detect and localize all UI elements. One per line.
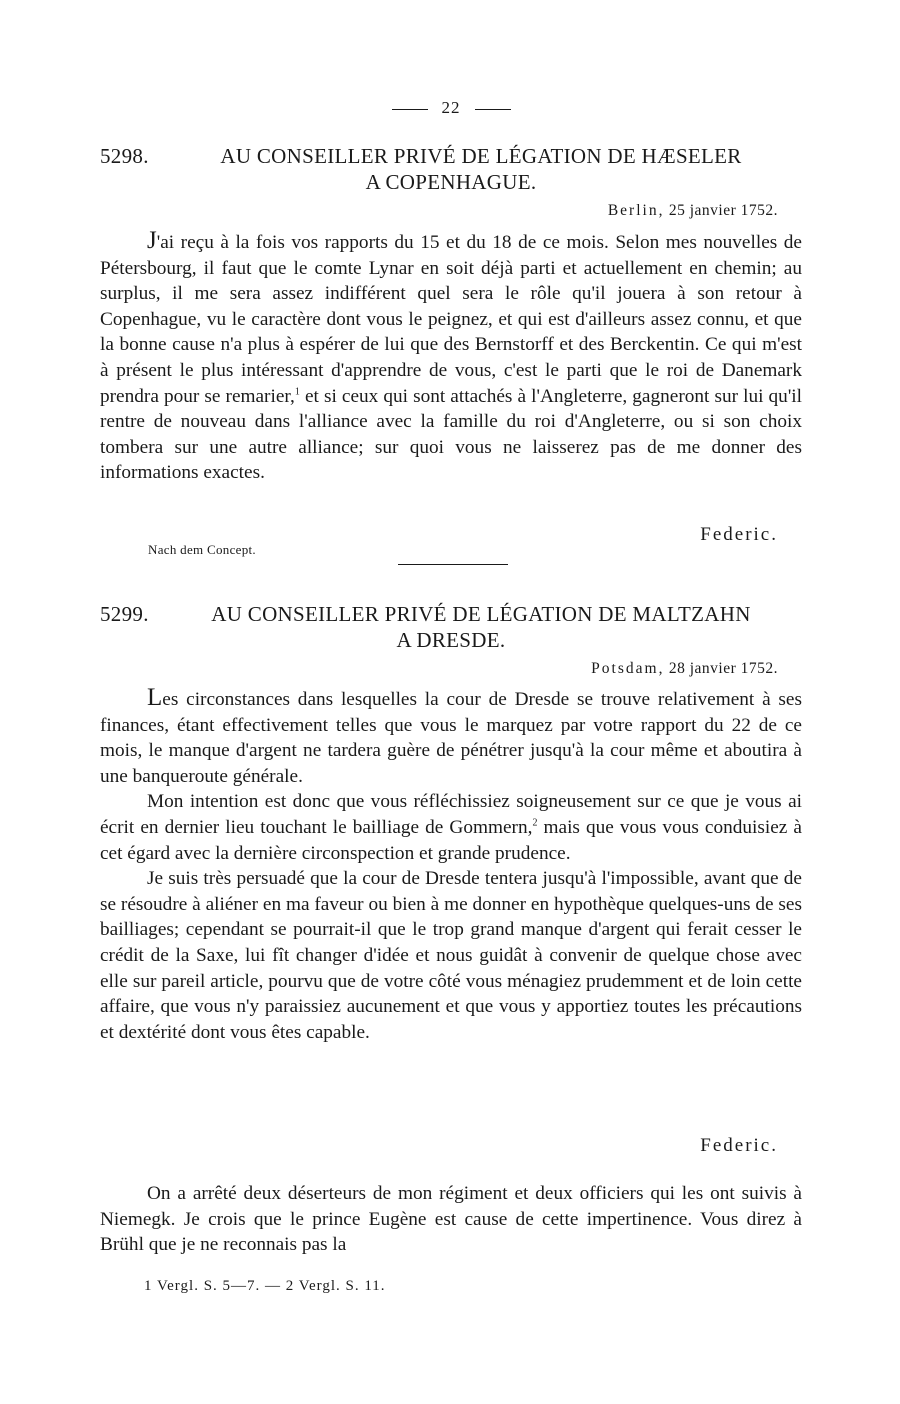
initial-letter: L (147, 684, 163, 711)
date-place: Potsdam, (591, 660, 665, 677)
footnotes: 1 Vergl. S. 5—7. — 2 Vergl. S. 11. (144, 1278, 386, 1294)
paragraph-text: Mon intention est donc que vous réfléchissiez soigneusement sur ce que je vous ai écrit en dernier lieu touchant le bailliage de Gommern, (100, 791, 802, 838)
recipient-line-1: AU CONSEILLER PRIVÉ DE LÉGATION DE HÆSELER (220, 144, 742, 168)
letter-5298-paragraph-1 (100, 228, 802, 486)
letter-5298-signature: Federic. (700, 524, 778, 545)
letter-5298-source-note: Nach dem Concept. (148, 542, 256, 557)
letter-number: 5299. (100, 602, 149, 626)
letter-5299-heading (100, 601, 802, 653)
letter-5299-paragraph-3: Je suis très persuadé que la cour de Dresde tentera jusqu'à l'impossible, avant que de se résoudre à aliéner en ma faveur ou bien à me donner en hypothèque quelques-uns de ses bailliages; cependant se pourrait-il que le trop grand manque d'argent qui ferait cesser le crédit de la Saxe, lui fît changer d'idée et nous guidât à convenir de quelque chose avec elle sur pareil article, pourvu que de votre côté vous ménagiez prudemment et de loin cette affaire, que vous n'y paraissiez aucunement et que vous y apportiez toutes les précautions et dextérité dont vous êtes capable. (100, 868, 802, 1043)
footnote-ref: 1 (294, 386, 300, 398)
page-number-header (100, 98, 802, 118)
date-place: Berlin, (607, 202, 665, 219)
date-text: 28 janvier 1752. (668, 660, 778, 677)
date-text: 25 janvier 1752. (668, 202, 778, 219)
paragraph-text: mais que vous vous conduisiez à cet égard avec la dernière circonspection et grande prudence. (100, 816, 802, 864)
recipient-line-2: A DRESDE. (396, 628, 506, 652)
letter-5299-body (100, 685, 802, 1045)
paragraph-text: 'ai reçu à la fois vos rapports du 15 et du 18 de ce mois. Selon mes nouvelles de Pétersbourg, il faut que le comte Lynar en soit déjà parti et actuellement en chemin; au surplus, il me sera assez indifférent quel sera le rôle qu'il jouera à son retour à Copenhague, vu le caractère dont vous le peignez, et qui est d'ailleurs assez connu, et que la bonne cause n'a plus à espérer de lui que des Bernstorff et des Berckentin. Ce qui m'est à présent le plus intéressant d'apprendre de vous, c'est le parti que le roi de Danemark prendra pour se remarier, (100, 232, 802, 407)
letter-5299-signature: Federic. (700, 1135, 778, 1156)
document-page (100, 0, 802, 1404)
letter-5299-paragraph-1 (100, 685, 802, 789)
letter-5299-postscript (100, 1181, 802, 1258)
footnote-ref: 2 (532, 817, 538, 829)
letter-number: 5298. (100, 144, 149, 168)
letter-5298-body (100, 228, 802, 486)
letter-5298-dateline (608, 202, 778, 220)
postscript-paragraph: On a arrêté deux déserteurs de mon régiment et deux officiers qui les ont suivis à Niemegk. Je crois que le prince Eugène est cause de cette impertinence. Vous direz à Brühl que je ne reconnais pas la (100, 1183, 802, 1256)
paragraph-text: es circonstances dans lesquelles la cour de Dresde se trouve relativement à ses finances, étant effectivement telles que vous le marquez par votre rapport du 22 de ce mois, le manque d'argent ne tardera guère de pénétrer jusqu'à la cour même et aboutira à une banqueroute générale. (100, 689, 802, 787)
page-number: 22 (441, 98, 461, 117)
paragraph-text: et si ceux qui sont attachés à l'Angleterre, gagneront sur lui qu'il rentre de nouveau dans l'alliance avec la famille du roi d'Angleterre, ou si son choix tombera sur une autre alliance; sur quoi vous ne laisserez pas de me donner des informations exactes. (100, 385, 803, 484)
letter-5299-paragraph-2 (100, 789, 802, 866)
recipient-line-1: AU CONSEILLER PRIVÉ DE LÉGATION DE MALTZAHN (211, 602, 751, 626)
letter-separator (398, 564, 508, 565)
page-number-dash-right (475, 109, 511, 110)
letter-5298-heading (100, 143, 802, 195)
recipient-line-2: A COPENHAGUE. (365, 170, 537, 194)
letter-5299-dateline (591, 660, 778, 678)
page-number-dash-left (392, 109, 428, 110)
initial-letter: J (147, 227, 157, 254)
